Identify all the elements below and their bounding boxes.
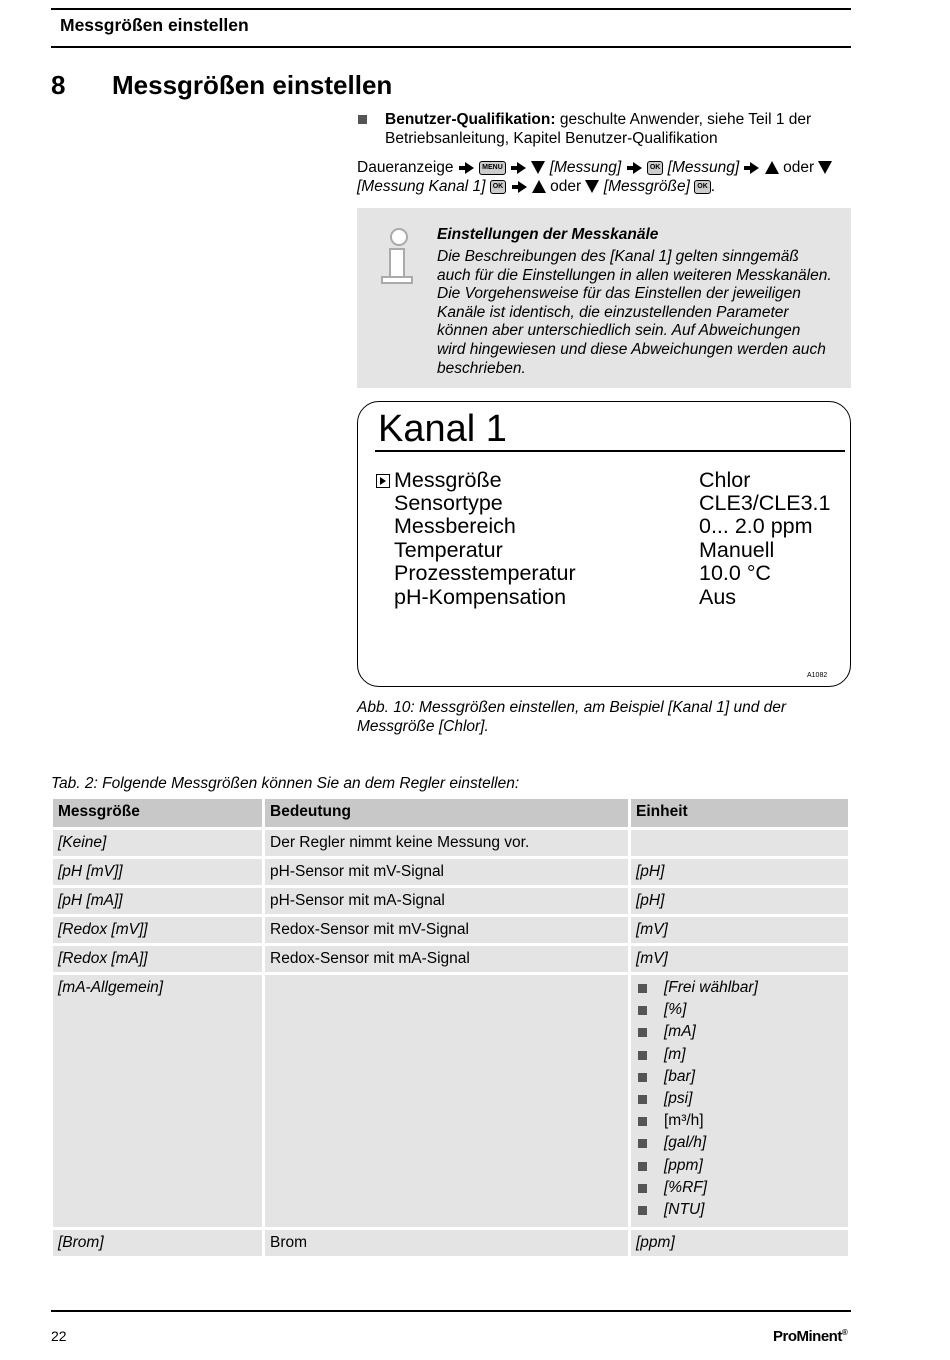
down-key-icon	[585, 180, 599, 193]
ok-key-icon: OK	[490, 180, 507, 194]
unit-option: [m³/h]	[664, 1112, 704, 1130]
cell-name: [Keine]	[53, 830, 262, 856]
square-bullet-icon	[638, 1139, 647, 1148]
table-row	[53, 917, 848, 943]
cell-meaning	[265, 975, 628, 1227]
unit-option: [bar]	[664, 1067, 696, 1085]
cell-name: [pH [mA]]	[53, 888, 262, 914]
unit-option: [%RF]	[664, 1178, 708, 1196]
column-header: Einheit	[631, 799, 848, 827]
right-arrow-icon	[518, 181, 527, 193]
ok-key-icon: OK	[694, 180, 711, 194]
up-key-icon	[532, 180, 546, 193]
list-item	[636, 1201, 843, 1223]
square-bullet-icon	[638, 1006, 647, 1015]
cell-unit-list	[631, 975, 848, 1227]
right-arrow-icon	[633, 162, 642, 174]
display-row-value: Manuell	[699, 538, 775, 562]
ok-key-icon: OK	[647, 161, 664, 175]
unit-option: [Frei wählbar]	[664, 979, 758, 996]
nav-start: Daueranzeige	[357, 159, 454, 176]
display-row-label: pH-Kompensation	[394, 585, 567, 609]
square-bullet-icon	[638, 1117, 647, 1126]
info-note	[357, 208, 851, 388]
square-bullet-icon	[638, 984, 647, 993]
cell-unit	[631, 830, 848, 856]
nav-or-1: oder	[783, 159, 815, 176]
display-title: Kanal 1	[378, 408, 507, 450]
figure-reference: A1082	[807, 672, 828, 679]
cell-meaning: Brom	[265, 1230, 628, 1256]
table-caption: Tab. 2: Folgende Messgrößen können Sie an dem Regler einstellen:	[51, 775, 520, 792]
cell-unit: [mV]	[631, 946, 848, 972]
nav-step-2: [Messung]	[667, 159, 740, 176]
navigation-path	[357, 158, 852, 196]
unit-option: [gal/h]	[664, 1134, 707, 1152]
display-row-label: Prozesstemperatur	[394, 561, 576, 585]
list-item	[636, 979, 843, 1001]
table-row	[53, 859, 848, 885]
square-bullet-icon	[638, 1095, 647, 1104]
display-row-value: Aus	[699, 585, 737, 609]
registered-mark: ®	[841, 1328, 848, 1337]
cell-name: [pH [mV]]	[53, 859, 262, 885]
selection-cursor-icon	[376, 474, 390, 488]
list-item	[636, 1068, 843, 1090]
header-bottom-rule	[51, 46, 851, 48]
cell-unit: [pH]	[631, 888, 848, 914]
down-key-icon	[531, 161, 545, 174]
menu-key-icon: MENU	[479, 161, 506, 175]
list-item	[636, 1179, 843, 1201]
cell-meaning: Redox-Sensor mit mV-Signal	[265, 917, 628, 943]
column-header: Bedeutung	[265, 799, 628, 827]
cell-name: [Redox [mA]]	[53, 946, 262, 972]
nav-or-2: oder	[550, 178, 582, 195]
nav-step-1: [Messung]	[549, 159, 622, 176]
cell-meaning: Redox-Sensor mit mA-Signal	[265, 946, 628, 972]
running-header: Messgrößen einstellen	[60, 15, 249, 35]
cell-name: [mA-Allgemein]	[53, 975, 262, 1227]
display-row-value: 10.0 °C	[699, 561, 771, 585]
controller-display	[357, 401, 851, 687]
nav-step-3: [Messung Kanal 1]	[357, 178, 486, 195]
up-key-icon	[765, 161, 779, 174]
list-item	[636, 1090, 843, 1112]
nav-step-4: [Messgröße]	[603, 178, 690, 195]
display-row-value: Chlor	[699, 468, 751, 492]
display-row-label: Messbereich	[394, 514, 516, 538]
chapter-title: Messgrößen einstellen	[112, 70, 393, 100]
table-row	[53, 975, 848, 1227]
table-row	[53, 830, 848, 856]
display-divider	[375, 450, 845, 452]
brand-logo	[773, 1328, 847, 1345]
table-row	[53, 1230, 848, 1256]
cell-meaning: pH-Sensor mit mV-Signal	[265, 859, 628, 885]
square-bullet-icon	[638, 1162, 647, 1171]
cell-meaning: Der Regler nimmt keine Messung vor.	[265, 830, 628, 856]
column-header: Messgröße	[53, 799, 262, 827]
display-row-value: 0... 2.0 ppm	[699, 514, 813, 538]
table-row	[53, 946, 848, 972]
list-item	[636, 1023, 843, 1045]
page-number: 22	[51, 1328, 67, 1344]
unit-option: [%]	[664, 1001, 687, 1019]
table-header-row	[53, 799, 848, 827]
chapter-number: 8	[51, 70, 66, 100]
display-row-value: CLE3/CLE3.1	[699, 491, 831, 515]
cell-name: [Brom]	[53, 1230, 262, 1256]
note-body: Die Beschreibungen des [Kanal 1] gelten sinngemäß auch für die Einstellungen in allen weiteren Messkanälen. Die Vorgehensweise für das Einstellen der jeweiligen Kanäle ist identisch, die einzustellenden Parameter können aber unterschiedlich sein. Auf Abweichungen wird hingewiesen und diese Abweichungen werden auch beschrieben.	[437, 248, 832, 377]
table-row	[53, 888, 848, 914]
qualification-label: Benutzer-Qualifikation:	[385, 111, 556, 128]
cell-meaning: pH-Sensor mit mA-Signal	[265, 888, 628, 914]
figure-caption: Abb. 10: Messgrößen einstellen, am Beispiel [Kanal 1] und der Messgröße [Chlor].	[357, 699, 787, 735]
square-bullet-icon	[638, 1073, 647, 1082]
brand-name: ProMinent	[773, 1328, 842, 1345]
cell-name: [Redox [mV]]	[53, 917, 262, 943]
list-item	[636, 1157, 843, 1179]
note-title: Einstellungen der Messkanäle	[437, 226, 659, 243]
list-item	[636, 1112, 843, 1134]
unit-option: [m]	[664, 1045, 686, 1063]
info-icon	[379, 228, 413, 284]
list-item	[636, 1001, 843, 1023]
list-item	[636, 1046, 843, 1068]
footer-rule	[51, 1310, 851, 1312]
header-top-rule	[51, 8, 851, 10]
right-arrow-icon	[465, 162, 474, 174]
display-row-label: Temperatur	[394, 538, 503, 562]
right-arrow-icon	[750, 162, 759, 174]
down-key-icon	[818, 161, 832, 174]
qualification-text: geschulte Anwender, siehe Teil 1 der Betriebsanleitung, Kapitel Benutzer-Qualifikation	[385, 111, 812, 147]
nav-end: .	[710, 178, 716, 195]
square-bullet-icon	[638, 1206, 647, 1215]
unit-option: [psi]	[664, 1089, 693, 1107]
unit-option: [ppm]	[664, 1156, 703, 1174]
square-bullet-icon	[638, 1184, 647, 1193]
square-bullet-icon	[638, 1051, 647, 1060]
unit-option: [mA]	[664, 1023, 696, 1041]
cell-unit: [mV]	[631, 917, 848, 943]
square-bullet-icon	[358, 115, 367, 124]
display-row-label: Messgröße	[394, 468, 502, 492]
unit-option: [NTU]	[664, 1200, 705, 1218]
display-row-label: Sensortype	[394, 491, 503, 515]
list-item	[636, 1134, 843, 1156]
square-bullet-icon	[638, 1028, 647, 1037]
right-arrow-icon	[517, 162, 526, 174]
measurement-table	[50, 796, 851, 1259]
cell-unit: [pH]	[631, 859, 848, 885]
cell-unit: [ppm]	[631, 1230, 848, 1256]
